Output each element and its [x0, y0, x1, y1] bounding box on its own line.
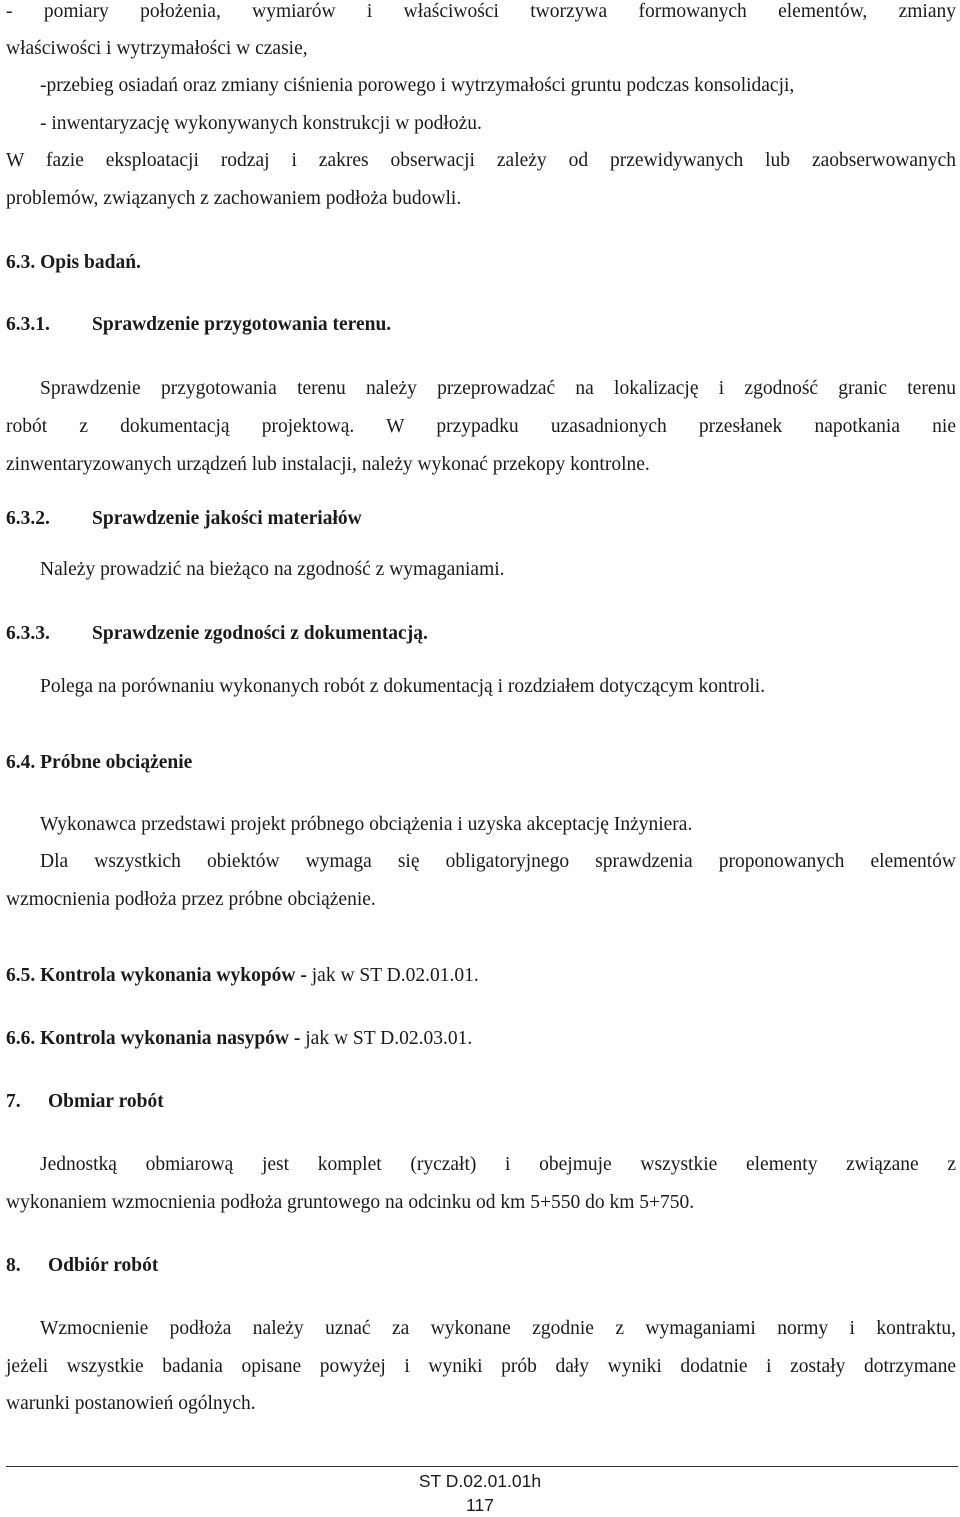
section-7-line-1: Jednostką obmiarową jest komplet (ryczałt) i obejmuje wszystkie elementy związane z: [40, 1154, 956, 1175]
section-reference: jak w ST D.02.03.01.: [300, 1028, 473, 1049]
section-number: 6.3.1.: [6, 314, 50, 335]
section-8-line-3: warunki postanowień ogólnych.: [6, 1393, 256, 1414]
section-6-3-3-text: Polega na porównaniu wykonanych robót z dokumentacją i rozdziałem dotyczącym kontroli.: [40, 676, 766, 697]
section-title: Sprawdzenie zgodności z dokumentacją.: [92, 623, 428, 644]
footer-spec-code: ST D.02.01.01h: [418, 1471, 542, 1491]
section-title: Sprawdzenie jakości materiałów: [92, 508, 362, 529]
section-8-line-2: jeżeli wszystkie badania opisane powyżej i wyniki prób dały wyniki dodatnie i zostały dotrzymane: [6, 1356, 956, 1377]
intro-line-3: -przebieg osiadań oraz zmiany ciśnienia porowego i wytrzymałości gruntu podczas konsolidacji,: [40, 75, 795, 96]
section-7-heading: [6, 1090, 956, 1114]
section-number: 6.3.3.: [6, 623, 50, 644]
section-6-3-heading: 6.3. Opis badań.: [6, 252, 141, 273]
intro-line-2: właściwości i wytrzymałości w czasie,: [6, 38, 308, 59]
section-6-3-1-line-2: robót z dokumentacją projektową. W przypadku uzasadnionych przesłanek napotkania nie: [6, 416, 956, 437]
section-6-3-3-heading: [6, 622, 956, 646]
section-6-3-1-line-3: zinwentaryzowanych urządzeń lub instalacji, należy wykonać przekopy kontrolne.: [6, 454, 650, 475]
section-6-3-2-heading: [6, 507, 956, 531]
section-reference: jak w ST D.02.01.01.: [306, 965, 479, 986]
section-title: Sprawdzenie przygotowania terenu.: [92, 314, 392, 335]
section-6-3-1-line-1: Sprawdzenie przygotowania terenu należy przeprowadzać na lokalizację i zgodność granic terenu: [40, 378, 956, 399]
section-7-line-2: wykonaniem wzmocnienia podłoża gruntowego na odcinku od km 5+550 do km 5+750.: [6, 1192, 695, 1213]
section-title: 6.6. Kontrola wykonania nasypów -: [6, 1028, 301, 1049]
section-8-line-1: Wzmocnienie podłoża należy uznać za wykonane zgodnie z wymaganiami normy i kontraktu,: [40, 1318, 956, 1339]
section-title: Odbiór robót: [48, 1255, 159, 1276]
footer-divider: [6, 1466, 958, 1467]
intro-line-6: problemów, związanych z zachowaniem podłoża budowli.: [6, 188, 462, 209]
section-6-6-heading: [6, 1027, 956, 1051]
section-number: 7.: [6, 1091, 21, 1112]
section-title: 6.5. Kontrola wykonania wykopów -: [6, 965, 307, 986]
section-title: Obmiar robót: [48, 1091, 164, 1112]
footer-page-number: 117: [466, 1495, 494, 1515]
section-number: 6.3.2.: [6, 508, 50, 529]
section-8-heading: [6, 1254, 956, 1278]
intro-line-4: - inwentaryzację wykonywanych konstrukcji w podłożu.: [40, 113, 482, 134]
section-6-3-2-text: Należy prowadzić na bieżąco na zgodność z wymaganiami.: [40, 559, 505, 580]
section-6-4-heading: 6.4. Próbne obciążenie: [6, 752, 193, 773]
intro-line-1: - pomiary położenia, wymiarów i właściwości tworzywa formowanych elementów, zmiany: [6, 1, 956, 22]
section-6-3-1-heading: [6, 313, 956, 337]
section-number: 8.: [6, 1255, 21, 1276]
intro-line-5: W fazie eksploatacji rodzaj i zakres obserwacji zależy od przewidywanych lub zaobserwowanych: [6, 150, 956, 171]
section-6-4-line-3: wzmocnienia podłoża przez próbne obciążenie.: [6, 889, 376, 910]
section-6-4-line-1: Wykonawca przedstawi projekt próbnego obciążenia i uzyska akceptację Inżyniera.: [40, 814, 693, 835]
section-6-4-line-2: Dla wszystkich obiektów wymaga się obligatoryjnego sprawdzenia proponowanych elementów: [40, 851, 956, 872]
section-6-5-heading: [6, 964, 956, 988]
